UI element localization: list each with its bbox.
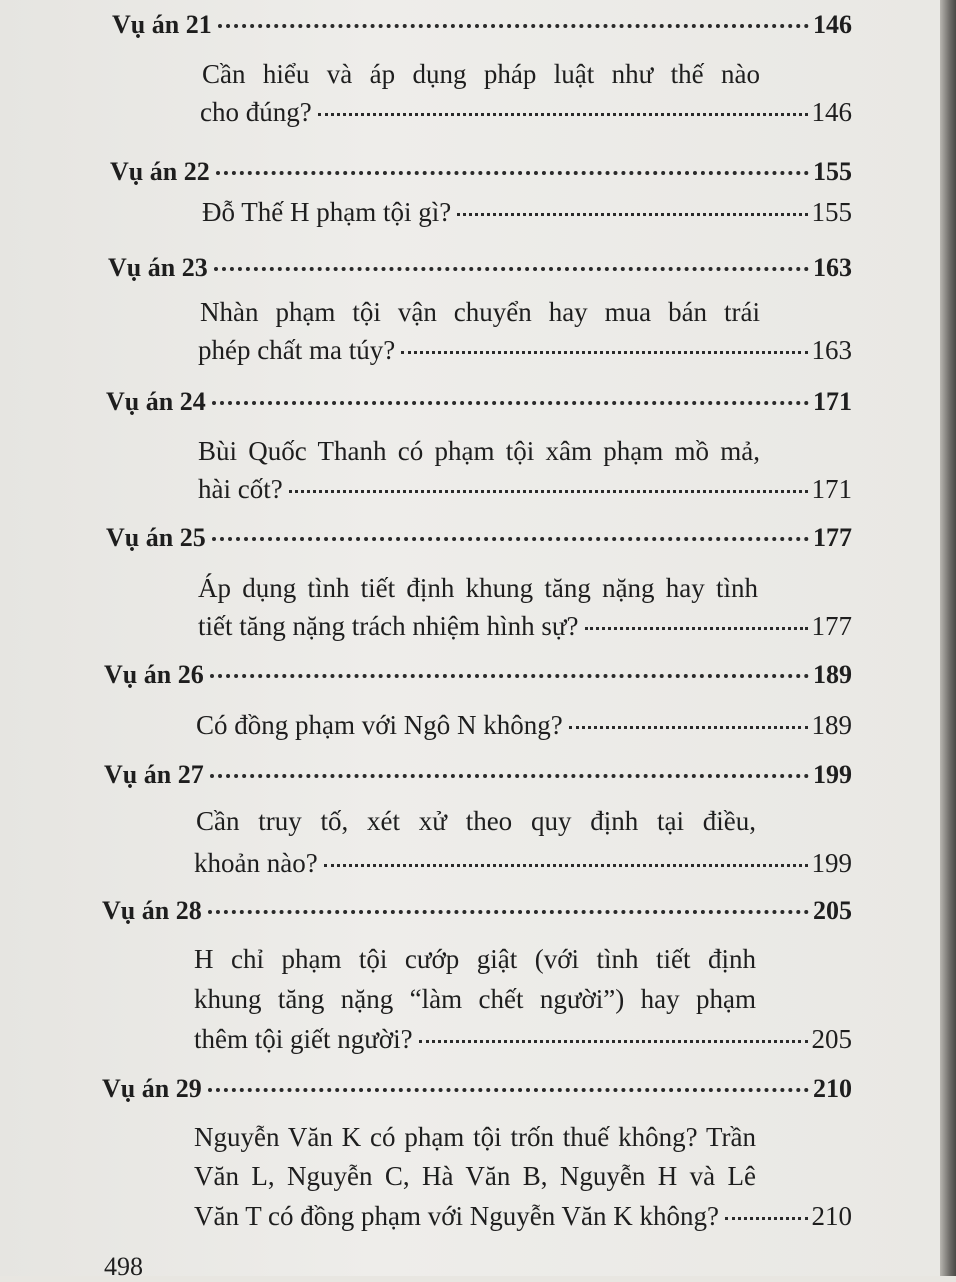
dot-leader bbox=[419, 1040, 808, 1043]
case-page-number: 177 bbox=[813, 523, 852, 552]
case-page-number: 205 bbox=[813, 896, 852, 925]
case-page-number: 155 bbox=[813, 157, 852, 186]
toc-case-entry bbox=[106, 523, 852, 553]
subentry-page-number: 199 bbox=[811, 848, 852, 878]
toc-case-entry bbox=[108, 253, 852, 283]
toc-subentry-line: Cần hiểu và áp dụng pháp luật như thế nào bbox=[202, 59, 760, 89]
dot-leader bbox=[210, 674, 809, 678]
subentry-text: tiết tăng nặng trách nhiệm hình sự? bbox=[198, 611, 579, 641]
toc-case-entry bbox=[104, 660, 852, 690]
case-label: Vụ án 26 bbox=[104, 660, 204, 689]
dot-leader bbox=[318, 113, 808, 116]
toc-case-entry bbox=[110, 157, 852, 187]
case-label: Vụ án 25 bbox=[106, 523, 206, 552]
dot-leader bbox=[401, 351, 807, 354]
case-label: Vụ án 22 bbox=[110, 157, 210, 186]
page-edge bbox=[940, 0, 956, 1276]
toc-case-entry bbox=[112, 10, 852, 40]
toc-subentry-line: Văn L, Nguyễn C, Hà Văn B, Nguyễn H và Lê bbox=[194, 1161, 756, 1191]
dot-leader bbox=[216, 171, 809, 175]
case-page-number: 199 bbox=[813, 760, 852, 789]
case-label: Vụ án 28 bbox=[102, 896, 202, 925]
toc-subentry-line: Nhàn phạm tội vận chuyển hay mua bán trái bbox=[200, 297, 760, 327]
subentry-text: Đỗ Thế H phạm tội gì? bbox=[202, 197, 452, 227]
toc-subentry-last-line bbox=[196, 710, 852, 741]
case-label: Vụ án 27 bbox=[104, 760, 204, 789]
subentry-page-number: 210 bbox=[811, 1201, 852, 1231]
case-label: Vụ án 23 bbox=[108, 253, 208, 282]
case-page-number: 210 bbox=[813, 1074, 852, 1103]
subentry-text: Có đồng phạm với Ngô N không? bbox=[196, 710, 563, 740]
dot-leader bbox=[212, 537, 809, 541]
toc-subentry-line: khung tăng nặng “làm chết người”) hay phạm bbox=[194, 984, 756, 1014]
toc-subentry-last-line bbox=[202, 197, 852, 228]
dot-leader bbox=[289, 490, 808, 493]
toc-case-entry bbox=[102, 1074, 852, 1104]
subentry-text: cho đúng? bbox=[200, 97, 312, 127]
case-page-number: 171 bbox=[813, 387, 852, 416]
toc-subentry-line: Bùi Quốc Thanh có phạm tội xâm phạm mồ mả, bbox=[198, 436, 760, 466]
toc-subentry-last-line bbox=[198, 335, 852, 366]
page-number: 498 bbox=[104, 1252, 143, 1281]
subentry-page-number: 171 bbox=[811, 474, 852, 504]
toc-subentry-line: Cần truy tố, xét xử theo quy định tại điều, bbox=[196, 806, 756, 836]
toc-subentry-last-line bbox=[194, 848, 852, 879]
subentry-text: thêm tội giết người? bbox=[194, 1024, 413, 1054]
toc-case-entry bbox=[102, 896, 852, 926]
toc-subentry-line: H chỉ phạm tội cướp giật (với tình tiết định bbox=[194, 944, 756, 974]
subentry-page-number: 163 bbox=[811, 335, 852, 365]
case-label: Vụ án 29 bbox=[102, 1074, 202, 1103]
dot-leader bbox=[725, 1217, 808, 1220]
case-page-number: 146 bbox=[813, 10, 852, 39]
subentry-text: hài cốt? bbox=[198, 474, 283, 504]
dot-leader bbox=[214, 267, 809, 271]
toc-subentry-last-line bbox=[200, 97, 852, 128]
dot-leader bbox=[218, 24, 809, 28]
case-label: Vụ án 21 bbox=[112, 10, 212, 39]
dot-leader bbox=[208, 1088, 809, 1092]
case-page-number: 189 bbox=[813, 660, 852, 689]
toc-subentry-line: Áp dụng tình tiết định khung tăng nặng hay tình bbox=[198, 573, 758, 603]
dot-leader bbox=[457, 213, 807, 216]
toc-subentry-last-line bbox=[194, 1024, 852, 1055]
dot-leader bbox=[208, 910, 809, 914]
case-label: Vụ án 24 bbox=[106, 387, 206, 416]
toc-subentry-last-line bbox=[198, 611, 852, 642]
dot-leader bbox=[324, 864, 808, 867]
subentry-page-number: 205 bbox=[811, 1024, 852, 1054]
dot-leader bbox=[212, 401, 809, 405]
toc-subentry-line: Nguyễn Văn K có phạm tội trốn thuế không? Trần bbox=[194, 1122, 756, 1152]
subentry-page-number: 189 bbox=[811, 710, 852, 740]
toc-subentry-last-line bbox=[194, 1201, 852, 1232]
subentry-text: phép chất ma túy? bbox=[198, 335, 396, 365]
dot-leader bbox=[210, 774, 809, 778]
dot-leader bbox=[569, 726, 808, 729]
subentry-text: khoản nào? bbox=[194, 848, 318, 878]
toc-case-entry bbox=[104, 760, 852, 790]
subentry-page-number: 177 bbox=[811, 611, 852, 641]
subentry-page-number: 155 bbox=[811, 197, 852, 227]
subentry-text: Văn T có đồng phạm với Nguyễn Văn K không? bbox=[194, 1201, 719, 1231]
subentry-page-number: 146 bbox=[811, 97, 852, 127]
toc-case-entry bbox=[106, 387, 852, 417]
toc-subentry-last-line bbox=[198, 474, 852, 505]
dot-leader bbox=[585, 627, 808, 630]
case-page-number: 163 bbox=[813, 253, 852, 282]
